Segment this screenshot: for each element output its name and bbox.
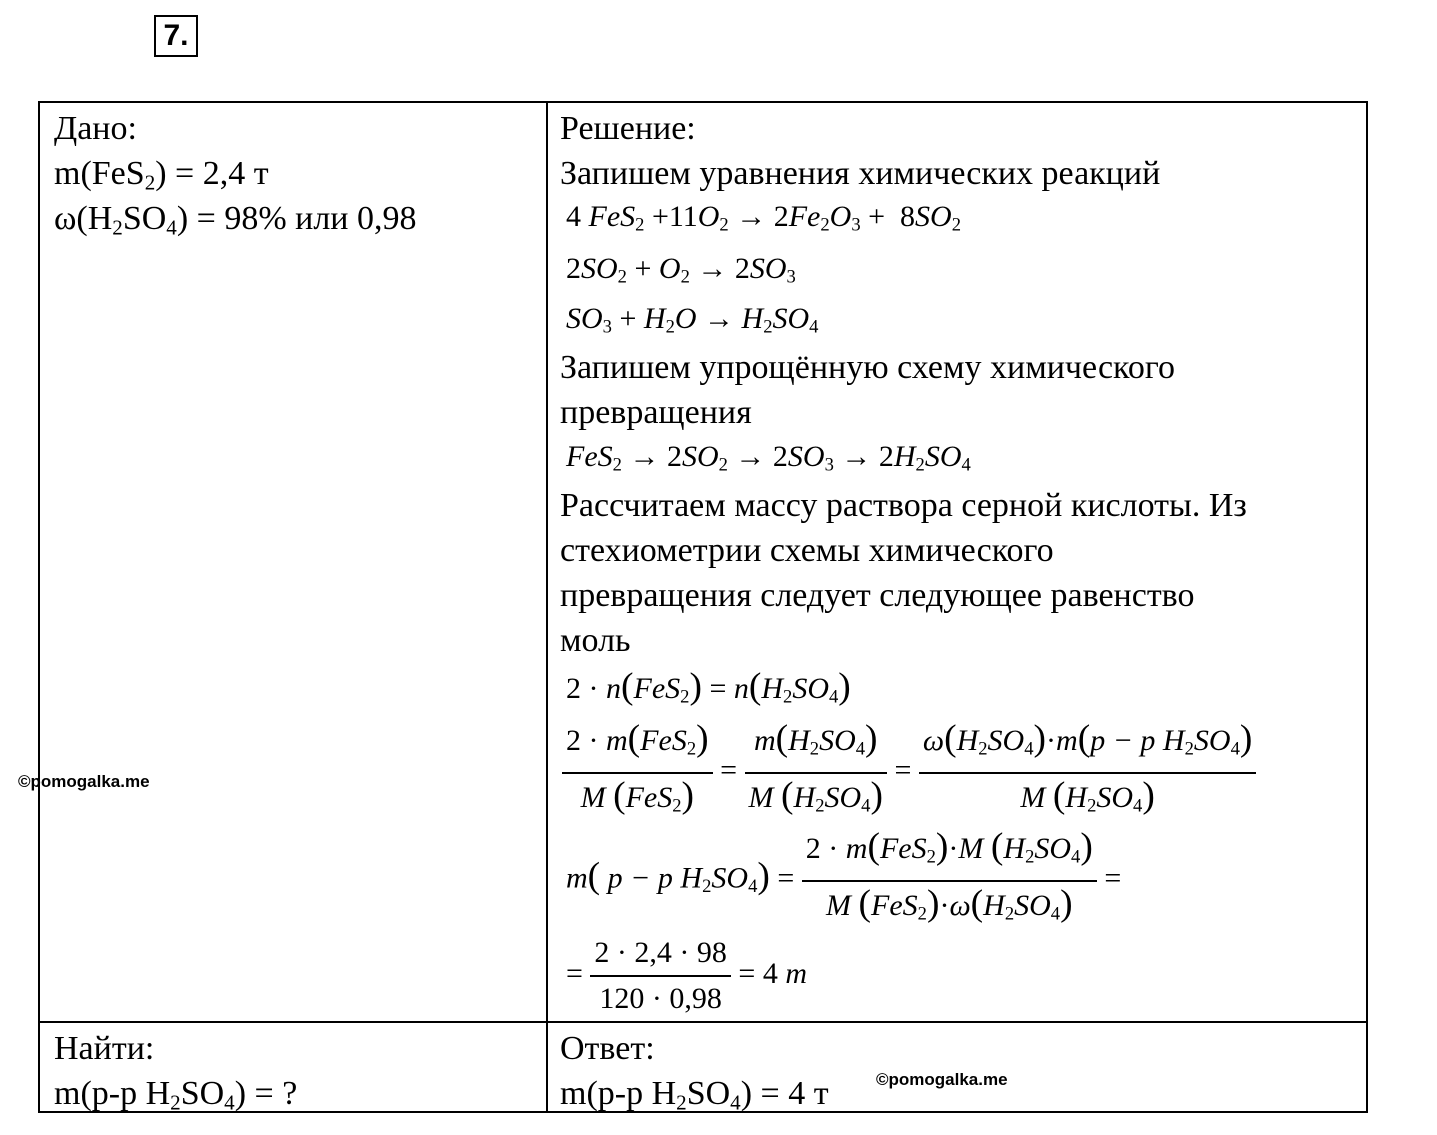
equation-mole-equality: $2 \cdot n(FeS_2) = n(H_2SO_4)$ <box>566 666 851 708</box>
column-divider <box>546 103 548 1111</box>
equation-solution-mass: m( p − p $H_2SO_4$) = $\frac{2 \cdot m(FeS_2)\cdot M (H_2SO_4)}{M (FeS_2)\cdot\omega(H_2SO_4)}$ = <box>566 826 1122 925</box>
given-mass-fes2: m(FeS$_2$) = 2,4 т <box>54 155 269 195</box>
equation-2: $2SO_2 + O_2 \to 2SO_3$ <box>566 252 796 288</box>
solution-heading: Решение: <box>560 110 696 147</box>
equation-3: $SO_3 + H_2O \to H_2SO_4$ <box>566 302 819 338</box>
watermark-right: ©pomogalka.me <box>876 1070 1008 1089</box>
answer-line: m(р-р $H_2SO_4) = 4$ т <box>560 1075 829 1115</box>
answer-heading: Ответ: <box>560 1030 655 1067</box>
solution-paragraph-1: Запишем уравнения химических реакций <box>560 155 1161 192</box>
solution-paragraph-3-line-4: моль <box>560 622 631 659</box>
equation-numeric-result: = $\frac{2 \cdot 2,4 \cdot 98}{120 \cdot 0,98}$ = 4 m <box>566 933 807 1019</box>
equation-scheme: $FeS_2 \to 2SO_2 \to 2SO_3 \to 2H_2SO_4$ <box>566 440 971 476</box>
find-heading: Найти: <box>54 1030 155 1067</box>
solution-paragraph-3-line-1: Рассчитаем массу раствора серной кислоты. Из <box>560 487 1247 524</box>
given-heading: Дано: <box>54 110 137 147</box>
given-omega-h2so4: $\omega(H_2SO_4) = 98\%$ или 0,98 <box>54 200 417 240</box>
solution-paragraph-3-line-3: превращения следует следующее равенство <box>560 577 1195 614</box>
equation-1: 4 $FeS_2 +11O_2 \to 2Fe_2O_3 + 8SO_2$ <box>566 200 962 236</box>
solution-paragraph-3-line-2: стехиометрии схемы химического <box>560 532 1054 569</box>
find-line: m(р-р $H_2SO_4$) = ? <box>54 1075 298 1115</box>
solution-table <box>38 101 1368 1113</box>
solution-paragraph-2-line-2: превращения <box>560 394 752 431</box>
equation-ratio: $\frac{2 \cdot m(FeS_2)}{M (FeS_2)}$ = $\frac{m(H_2SO_4)}{M (H_2SO_4)}$ = $\frac{\omega(H_2SO_4)\cdot m(p - p H_2SO_4)}{M (H_2SO_4)}$ <box>562 719 1256 826</box>
solution-paragraph-2-line-1: Запишем упрощённую схему химического <box>560 349 1175 386</box>
problem-number: 7. <box>154 15 198 57</box>
watermark-left: ©pomogalka.me <box>18 772 150 791</box>
row-divider <box>40 1021 1366 1023</box>
